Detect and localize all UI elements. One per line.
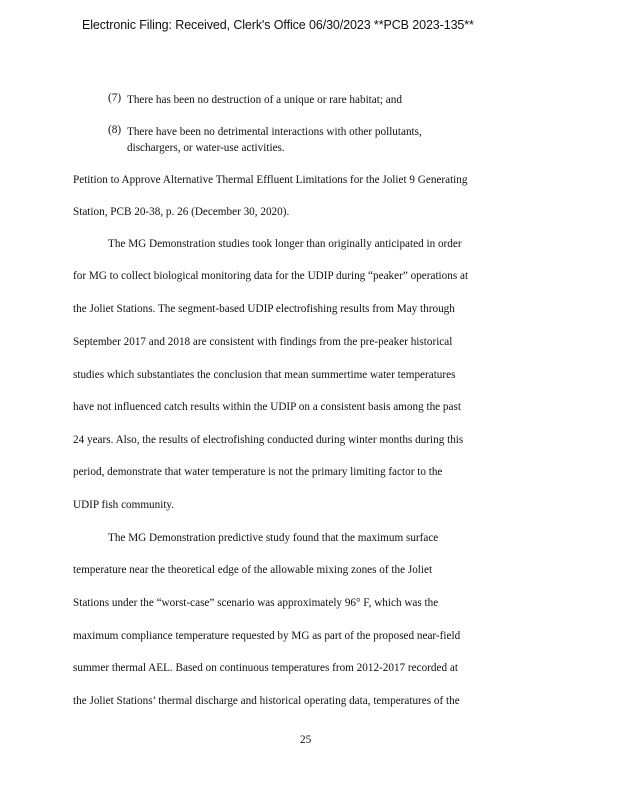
paragraph-line: September 2017 and 2018 are consistent with findings from the pre-peaker historical xyxy=(73,336,453,348)
paragraph-line: summer thermal AEL. Based on continuous temperatures from 2012-2017 recorded at xyxy=(73,662,458,674)
paragraph-line: temperature near the theoretical edge of the allowable mixing zones of the Joliet xyxy=(73,564,433,576)
paragraph-line: UDIP fish community. xyxy=(73,499,175,511)
list-item-line: There have been no detrimental interactions with other pollutants, xyxy=(127,126,422,138)
paragraph-line: for MG to collect biological monitoring data for the UDIP during “peaker” operations at xyxy=(73,270,469,282)
paragraph-line: studies which substantiates the conclusion that mean summertime water temperatures xyxy=(73,369,456,381)
paragraph-line: Stations under the “worst-case” scenario was approximately 96° F, which was the xyxy=(73,597,439,609)
list-item-line: There has been no destruction of a unique or rare habitat; and xyxy=(127,94,402,106)
paragraph-line: maximum compliance temperature requested by MG as part of the proposed near-field xyxy=(73,630,461,642)
paragraph-line: The MG Demonstration studies took longer than originally anticipated in order xyxy=(108,238,462,250)
paragraph-line: The MG Demonstration predictive study found that the maximum surface xyxy=(108,532,439,544)
citation-line: Petition to Approve Alternative Thermal Effluent Limitations for the Joliet 9 Generating xyxy=(73,174,468,186)
list-item-line: dischargers, or water-use activities. xyxy=(127,142,285,154)
list-item-number: (7) xyxy=(108,92,122,104)
paragraph-line: 24 years. Also, the results of electrofishing conducted during winter months during this xyxy=(73,434,464,446)
paragraph-line: the Joliet Stations’ thermal discharge and historical operating data, temperatures of the xyxy=(73,695,460,707)
paragraph-line: the Joliet Stations. The segment-based UDIP electrofishing results from May through xyxy=(73,303,455,315)
list-item-number: (8) xyxy=(108,124,122,136)
page-number: 25 xyxy=(300,734,312,746)
list-item-8 xyxy=(108,124,422,156)
paragraph-line: period, demonstrate that water temperature is not the primary limiting factor to the xyxy=(73,466,443,478)
list-item-7 xyxy=(108,92,402,108)
citation-line: Station, PCB 20-38, p. 26 (December 30, 2020). xyxy=(73,206,290,218)
filing-stamp-header: Electronic Filing: Received, Clerk's Office 06/30/2023 **PCB 2023-135** xyxy=(82,18,474,32)
paragraph-line: have not influenced catch results within the UDIP on a consistent basis among the past xyxy=(73,401,461,413)
